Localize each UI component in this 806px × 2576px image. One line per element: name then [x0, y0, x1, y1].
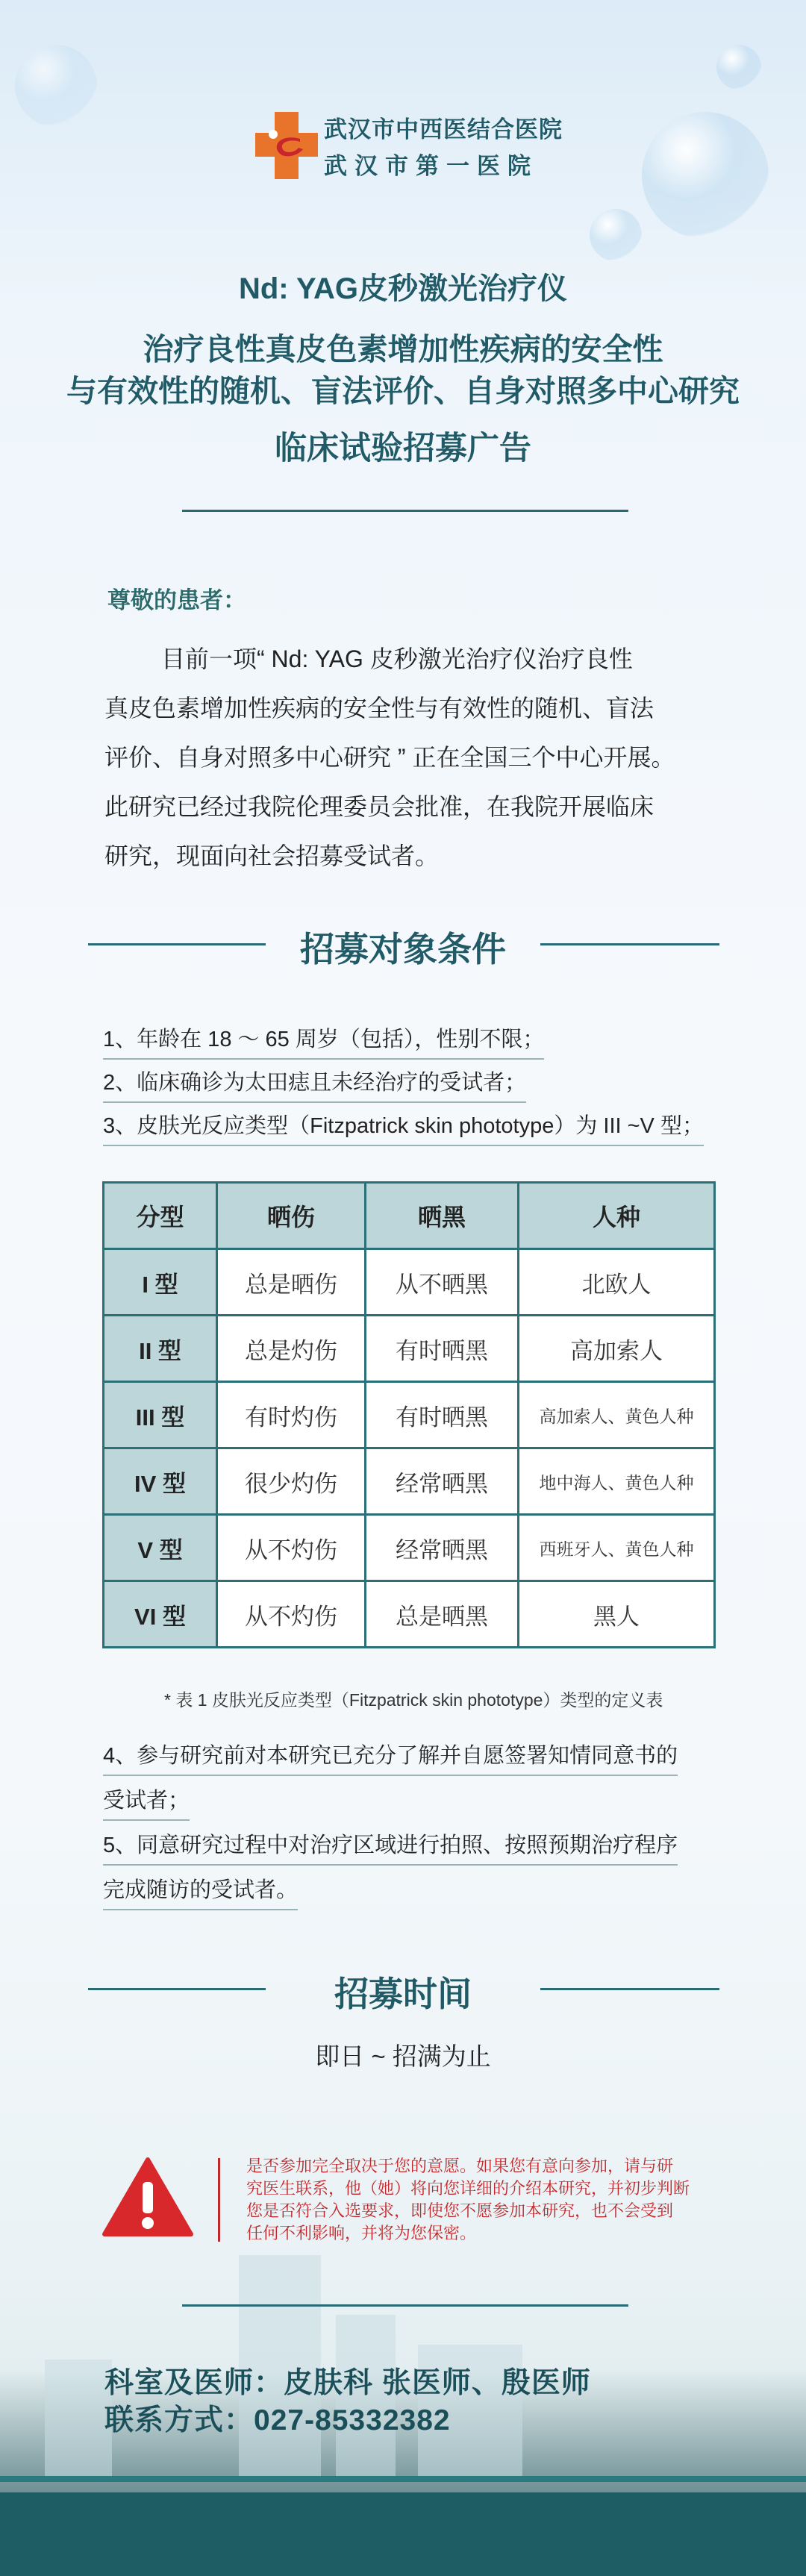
contact-phone: 联系方式：027-85332382	[104, 2404, 451, 2436]
table-header-row	[104, 1183, 715, 1249]
footer-stripe	[0, 2476, 806, 2482]
table-cell: 经常晒黑	[366, 1448, 519, 1515]
section-line-right	[540, 943, 719, 945]
hospital-cross-icon	[255, 112, 318, 179]
table-row	[104, 1448, 715, 1515]
criterion-5-cont: 完成随访的受试者。	[103, 1873, 298, 1910]
decor-bubble	[15, 45, 97, 127]
contact-department: 科室及医师：皮肤科 张医师、殷医师	[104, 2367, 591, 2399]
table-cell: 地中海人、黄色人种	[519, 1448, 715, 1515]
table-header: 晒伤	[217, 1183, 366, 1249]
table-cell: 西班牙人、黄色人种	[519, 1515, 715, 1581]
table-row	[104, 1581, 715, 1648]
greeting: 尊敬的患者：	[107, 587, 246, 613]
criterion-5: 5、同意研究过程中对治疗区域进行拍照、按照预期治疗程序	[103, 1828, 678, 1866]
study-title-line1: 治疗良性真皮色素增加性疾病的安全性	[143, 331, 663, 367]
section-line-right	[540, 1988, 719, 1990]
table-cell: 总是灼伤	[217, 1316, 366, 1382]
table-caption: * 表 1 皮肤光反应类型（Fitzpatrick skin phototype）类型的定义表	[164, 1690, 663, 1710]
table-cell: V 型	[104, 1515, 217, 1581]
table-row	[104, 1382, 715, 1448]
table-cell: 很少灼伤	[217, 1448, 366, 1515]
criterion-2: 2、临床确诊为太田痣且未经治疗的受试者；	[103, 1066, 526, 1103]
intro-paragraph	[104, 634, 724, 881]
table-cell: 黑人	[519, 1581, 715, 1648]
intro-line: 真皮色素增加性疾病的安全性与有效性的随机、盲法	[104, 695, 655, 722]
table-cell: 从不灼伤	[217, 1515, 366, 1581]
intro-line: 研究，现面向社会招募受试者。	[104, 842, 440, 869]
table-cell: III 型	[104, 1382, 217, 1448]
ad-title: 临床试验招募广告	[275, 430, 531, 467]
phototype-table	[102, 1181, 716, 1648]
table-cell: 从不灼伤	[217, 1581, 366, 1648]
study-title	[0, 328, 806, 412]
table-cell: 高加索人、黄色人种	[519, 1382, 715, 1448]
decor-building	[45, 2360, 112, 2479]
criterion-1: 1、年龄在 18 ～ 65 周岁（包括），性别不限；	[103, 1022, 544, 1060]
table-cell: 有时灼伤	[217, 1382, 366, 1448]
study-title-line2: 与有效性的随机、盲法评价、自身对照多中心研究	[66, 373, 740, 409]
intro-line: 目前一项“ Nd: YAG 皮秒激光治疗仪治疗良性	[161, 645, 633, 672]
decor-bubble	[716, 45, 761, 90]
criterion-4: 4、参与研究前对本研究已充分了解并自愿签署知情同意书的	[103, 1739, 678, 1776]
notice-divider	[218, 2158, 220, 2242]
table-cell: 有时晒黑	[366, 1382, 519, 1448]
criteria-heading: 招募对象条件	[300, 929, 506, 969]
decor-bubble	[590, 209, 642, 261]
table-cell: 从不晒黑	[366, 1249, 519, 1316]
intro-line: 评价、自身对照多中心研究 ” 正在全国三个中心开展。	[104, 744, 675, 771]
criterion-4-cont: 受试者；	[103, 1783, 190, 1821]
hospital-name-primary: 武汉市中西医结合医院	[324, 116, 563, 143]
table-row	[104, 1515, 715, 1581]
criterion-3: 3、皮肤光反应类型（Fitzpatrick skin phototype）为 III ~V 型；	[103, 1109, 704, 1146]
footer-band	[0, 2492, 806, 2576]
contact-divider	[182, 2304, 628, 2307]
hospital-logo	[255, 110, 563, 181]
recruit-time-text: 即日 ~ 招满为止	[315, 2042, 491, 2070]
table-cell: 经常晒黑	[366, 1515, 519, 1581]
warning-icon	[101, 2157, 194, 2237]
notice-line: 究医生联系，他（她）将向您详细的介绍本研究，并初步判断	[246, 2179, 690, 2198]
table-cell: II 型	[104, 1316, 217, 1382]
table-cell: 高加索人	[519, 1316, 715, 1382]
device-title: Nd: YAG皮秒激光治疗仪	[238, 272, 568, 305]
table-header: 晒黑	[366, 1183, 519, 1249]
table-cell: VI 型	[104, 1581, 217, 1648]
table-row	[104, 1249, 715, 1316]
table-header: 人种	[519, 1183, 715, 1249]
notice-text	[246, 2155, 724, 2245]
table-cell: IV 型	[104, 1448, 217, 1515]
table-cell: I 型	[104, 1249, 217, 1316]
table-row	[104, 1316, 715, 1382]
table-header: 分型	[104, 1183, 217, 1249]
hospital-name-secondary: 武汉市第一医院	[324, 153, 538, 180]
table-cell: 有时晒黑	[366, 1316, 519, 1382]
title-divider	[182, 510, 628, 512]
recruit-time-heading: 招募时间	[334, 1974, 472, 2014]
table-cell: 总是晒伤	[217, 1249, 366, 1316]
table-cell: 北欧人	[519, 1249, 715, 1316]
notice-line: 是否参加完全取决于您的意愿。如果您有意向参加，请与研	[246, 2157, 674, 2175]
table-cell: 总是晒黑	[366, 1581, 519, 1648]
notice-line: 任何不利影响，并将为您保密。	[246, 2224, 477, 2242]
decor-bubble	[642, 112, 769, 239]
notice-line: 您是否符合入选要求，即使您不愿参加本研究，也不会受到	[246, 2201, 674, 2220]
intro-line: 此研究已经过我院伦理委员会批准，在我院开展临床	[104, 793, 655, 820]
